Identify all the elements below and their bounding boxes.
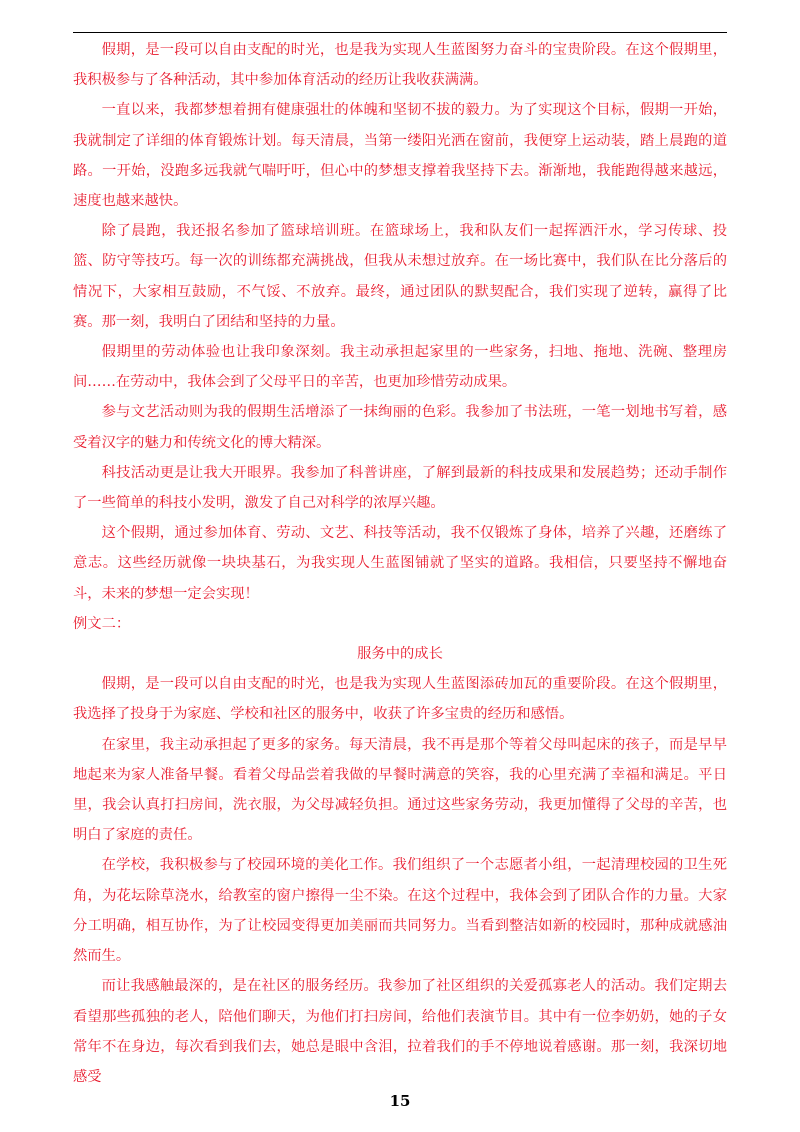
essay1-paragraph: 参与文艺活动则为我的假期生活增添了一抹绚丽的色彩。我参加了书法班，一笔一划地书写着，感受着汉字的魅力和传统文化的博大精深。 bbox=[73, 404, 727, 451]
document-body bbox=[73, 35, 727, 1092]
essay2-paragraph: 假期，是一段可以自由支配的时光，也是我为实现人生蓝图添砖加瓦的重要阶段。在这个假期里，我选择了投身于为家庭、学校和社区的服务中，收获了许多宝贵的经历和感悟。 bbox=[73, 676, 727, 723]
essay1-paragraph: 一直以来，我都梦想着拥有健康强壮的体魄和坚韧不拔的毅力。为了实现这个目标，假期一开始，我就制定了详细的体育锻炼计划。每天清晨，当第一缕阳光洒在窗前，我便穿上运动装，踏上晨跑的道路。一开始，没跑多远我就气喘吁吁，但心中的梦想支撑着我坚持下去。渐渐地，我能跑得越来越远，速度也越来越快。 bbox=[73, 102, 727, 210]
essay2-paragraph: 在学校，我积极参与了校园环境的美化工作。我们组织了一个志愿者小组，一起清理校园的卫生死角，为花坛除草浇水，给教室的窗户擦得一尘不染。在这个过程中，我体会到了团队合作的力量。大家分工明确，相互协作，为了让校园变得更加美丽而共同努力。当看到整洁如新的校园时，那种成就感油然而生。 bbox=[73, 857, 727, 965]
example-label: 例文二： bbox=[73, 615, 131, 632]
essay1-paragraph: 这个假期，通过参加体育、劳动、文艺、科技等活动，我不仅锻炼了身体，培养了兴趣，还磨练了意志。这些经历就像一块块基石，为我实现人生蓝图铺就了坚实的道路。我相信，只要坚持不懈地奋斗，未来的梦想一定会实现！ bbox=[73, 525, 727, 602]
essay2-title: 服务中的成长 bbox=[357, 646, 443, 663]
page-number: 15 bbox=[389, 1092, 411, 1110]
essay1-paragraph: 除了晨跑，我还报名参加了篮球培训班。在篮球场上，我和队友们一起挥洒汗水，学习传球、投篮、防守等技巧。每一次的训练都充满挑战，但我从未想过放弃。在一场比赛中，我们队在比分落后的情况下，大家相互鼓励，不气馁、不放弃。最终，通过团队的默契配合，我们实现了逆转，赢得了比赛。那一刻，我明白了团结和坚持的力量。 bbox=[73, 223, 727, 330]
essay2-paragraph: 而让我感触最深的，是在社区的服务经历。我参加了社区组织的关爱孤寡老人的活动。我们定期去看望那些孤独的老人，陪他们聊天，为他们打扫房间，给他们表演节目。其中有一位李奶奶，她的子女常年不在身边，每次看到我们去，她总是眼中含泪，拉着我们的手不停地说着感谢。那一刻，我深切地感受 bbox=[73, 978, 727, 1085]
essay2-paragraph: 在家里，我主动承担起了更多的家务。每天清晨，我不再是那个等着父母叫起床的孩子，而是早早地起来为家人准备早餐。看着父母品尝着我做的早餐时满意的笑容，我的心里充满了幸福和满足。平日里，我会认真打扫房间，洗衣服，为父母减轻负担。通过这些家务劳动，我更加懂得了父母的辛苦，也明白了家庭的责任。 bbox=[73, 736, 727, 844]
essay1-paragraph: 假期，是一段可以自由支配的时光，也是我为实现人生蓝图努力奋斗的宝贵阶段。在这个假期里，我积极参与了各种活动，其中参加体育活动的经历让我收获满满。 bbox=[73, 42, 727, 89]
header-rule bbox=[73, 32, 727, 33]
essay1-paragraph: 假期里的劳动体验也让我印象深刻。我主动承担起家里的一些家务，扫地、拖地、洗碗、整理房间……在劳动中，我体会到了父母平日的辛苦，也更加珍惜劳动成果。 bbox=[73, 344, 727, 391]
essay1-paragraph: 科技活动更是让我大开眼界。我参加了科普讲座，了解到最新的科技成果和发展趋势；还动手制作了一些简单的科技小发明，激发了自己对科学的浓厚兴趣。 bbox=[73, 464, 727, 512]
